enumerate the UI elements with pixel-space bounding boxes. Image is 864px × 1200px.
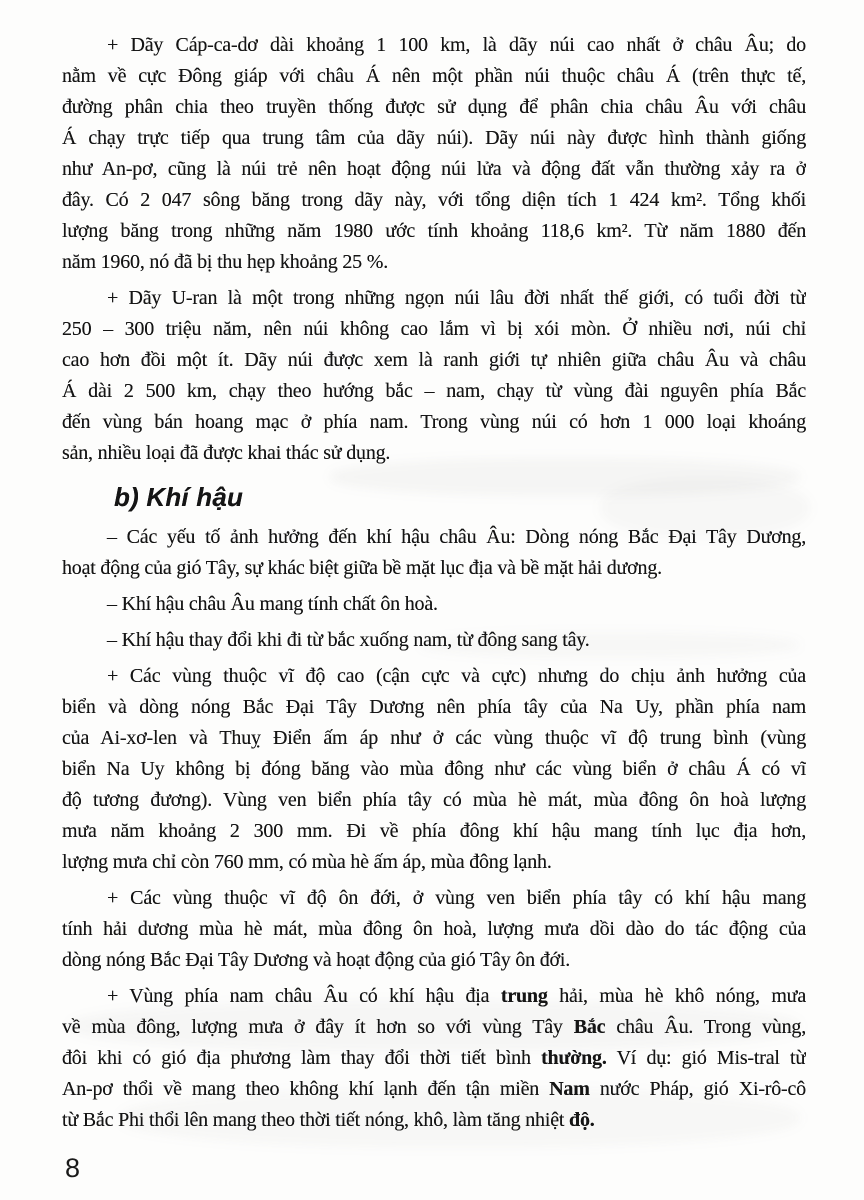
- para-southern-europe: [62, 981, 806, 1136]
- text-line: – Các yếu tố ảnh hưởng đến khí hậu châu Âu: Dòng nóng Bắc Đại Tây Dương,: [107, 526, 806, 548]
- heading-climate: b) Khí hậu: [114, 482, 244, 512]
- text-line: cao hơn đồi một ít. Dãy núi được xem là ranh giới tự nhiên giữa châu Âu và châu: [62, 349, 806, 371]
- text-line: [62, 1074, 806, 1105]
- text-line: như An-pơ, cũng là núi trẻ nên hoạt động núi lửa và động đất vẫn thường xảy ra ở: [62, 158, 806, 180]
- text-line: độ tương đương). Vùng ven biển phía tây có mùa hè mát, mùa đông ôn hoà lượng: [62, 789, 806, 811]
- text-line: [62, 1105, 806, 1136]
- text-line: đến vùng bán hoang mạc ở phía nam. Trong vùng núi có hơn 1 000 loại khoáng: [62, 411, 806, 433]
- text-line: Á chạy trực tiếp qua trung tâm của dãy núi). Dãy núi này được hình thành giống: [62, 127, 806, 149]
- para-high-latitudes: [62, 661, 806, 878]
- para-climate-factors: [62, 522, 806, 584]
- para-caucasus-range: [62, 30, 806, 278]
- bold-text: trung: [500, 985, 548, 1007]
- text-segment: Ví dụ: gió Mis-tral từ: [606, 1047, 806, 1069]
- text-line: + Dãy Cáp-ca-dơ dài khoảng 1 100 km, là dãy núi cao nhất ở châu Âu; do: [107, 34, 806, 56]
- text-line: mưa năm khoảng 2 300 mm. Đi về phía đông khí hậu mang tính lục địa hơn,: [62, 820, 806, 842]
- text-segment: An-pơ thổi về mang theo không khí lạnh đến tận miền: [62, 1078, 550, 1100]
- text-line: – Khí hậu thay đổi khi đi từ bắc xuống nam, từ đông sang tây.: [107, 629, 590, 651]
- text-segment: từ Bắc Phi thổi lên mang theo thời tiết nóng, khô, làm tăng nhiệt: [62, 1109, 570, 1131]
- text-line: [62, 981, 806, 1012]
- text-segment: hải, mùa hè khô nóng, mưa: [547, 985, 806, 1007]
- text-line: – Khí hậu châu Âu mang tính chất ôn hoà.: [107, 593, 438, 615]
- text-line: tính hải dương mùa hè mát, mùa đông ôn hoà, lượng mưa dồi dào do tác động của: [62, 918, 806, 940]
- text-line: 250 – 300 triệu năm, nên núi không cao lắm vì bị xói mòn. Ở nhiều nơi, núi chỉ: [62, 318, 806, 340]
- bold-text: độ.: [569, 1109, 595, 1131]
- text-line: [62, 1043, 806, 1074]
- text-line: + Các vùng thuộc vĩ độ cao (cận cực và cực) nhưng do chịu ảnh hưởng của: [107, 665, 806, 687]
- bold-text: thường.: [541, 1047, 607, 1069]
- page-number: 8: [65, 1153, 81, 1183]
- text-line: đường phân chia theo truyền thống được sử dụng để phân chia châu Âu với châu: [62, 96, 806, 118]
- text-line: sản, nhiều loại đã được khai thác sử dụng.: [62, 442, 391, 464]
- page-text-block: [62, 30, 806, 1184]
- text-segment: + Vùng phía nam châu Âu có khí hậu địa: [107, 985, 501, 1007]
- text-line: lượng băng trong những năm 1980 ước tính khoảng 118,6 km². Từ năm 1880 đến: [62, 220, 806, 242]
- text-line: đây. Có 2 047 sông băng trong dãy này, với tổng diện tích 1 424 km². Tổng khối: [62, 189, 806, 211]
- text-line: + Dãy U-ran là một trong những ngọn núi lâu đời nhất thế giới, có tuổi đời từ: [107, 287, 806, 309]
- text-line: dòng nóng Bắc Đại Tây Dương và hoạt động của gió Tây ôn đới.: [62, 949, 571, 971]
- text-segment: nước Pháp, gió Xi-rô-cô: [589, 1078, 806, 1100]
- bold-text: Bắc: [573, 1016, 606, 1038]
- text-line: của Ai-xơ-len và Thuỵ Điển ấm áp như ở các vùng thuộc vĩ độ trung bình (vùng: [62, 727, 806, 749]
- text-line: + Các vùng thuộc vĩ độ ôn đới, ở vùng ven biển phía tây có khí hậu mang: [107, 887, 806, 909]
- para-ural-range: [62, 283, 806, 469]
- text-line: biển Na Uy không bị đóng băng vào mùa đông như các vùng biển ở châu Á có vĩ: [62, 758, 806, 780]
- para-temperate-character: [62, 589, 806, 620]
- text-line: [62, 1012, 806, 1043]
- text-segment: đôi khi có gió địa phương làm thay đổi thời tiết bình: [62, 1047, 542, 1069]
- text-line: Á dài 2 500 km, chạy theo hướng bắc – nam, chạy từ vùng đài nguyên phía Bắc: [62, 380, 806, 402]
- para-temperate-latitudes: [62, 883, 806, 976]
- bold-text: Nam: [549, 1078, 590, 1100]
- text-line: năm 1960, nó đã bị thu hẹp khoảng 25 %.: [62, 251, 389, 273]
- text-line: biển và dòng nóng Bắc Đại Tây Dương nên phía tây của Na Uy, phần phía nam: [62, 696, 806, 718]
- text-segment: châu Âu. Trong vùng,: [605, 1016, 806, 1038]
- text-line: nằm về cực Đông giáp với châu Á nên một phần núi thuộc châu Á (trên thực tế,: [62, 65, 806, 87]
- para-climate-variation: [62, 625, 806, 656]
- text-segment: về mùa đông, lượng mưa ở đây ít hơn so với vùng Tây: [62, 1016, 574, 1038]
- text-line: lượng mưa chỉ còn 760 mm, có mùa hè ấm áp, mùa đông lạnh.: [62, 851, 552, 873]
- text-line: hoạt động của gió Tây, sự khác biệt giữa bề mặt lục địa và bề mặt hải dương.: [62, 557, 662, 579]
